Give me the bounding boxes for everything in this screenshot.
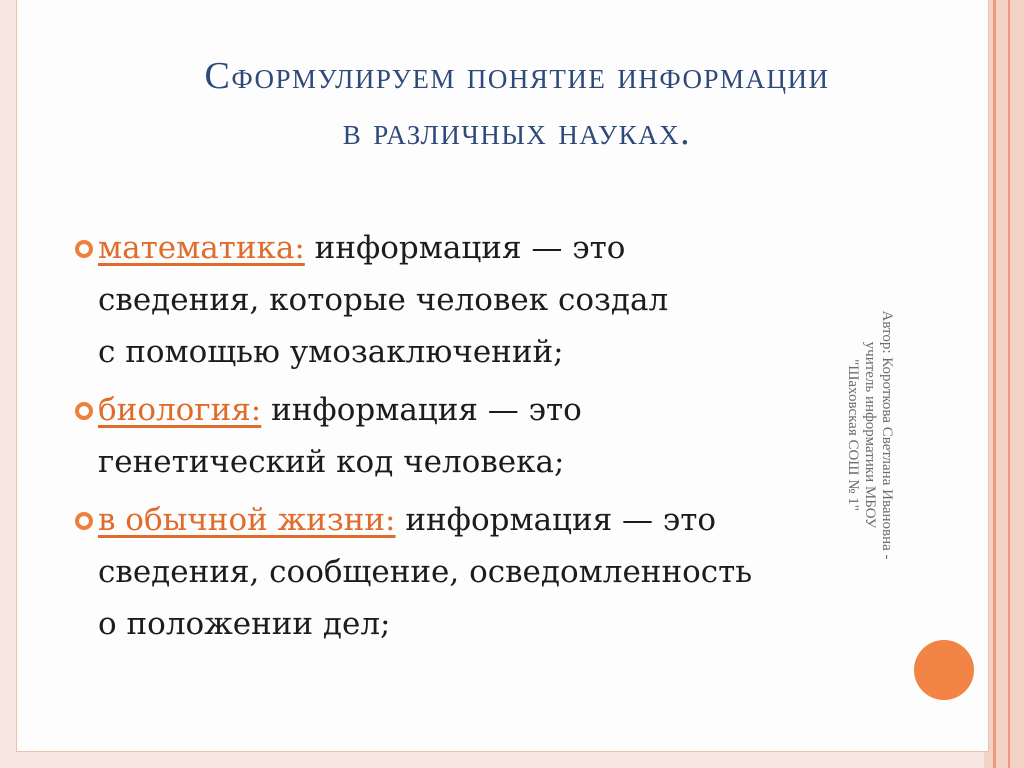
frame-right-line-inner — [1008, 0, 1010, 768]
bullet-text: информация — это — [314, 230, 626, 266]
bullet-term: математика: — [98, 230, 305, 266]
bullet-text: о положении дел; — [98, 606, 391, 642]
bullet-text: информация — это — [405, 502, 717, 538]
title-line-1: Сформулируем понятие информации — [204, 55, 830, 97]
frame-right-line — [993, 0, 996, 768]
frame-right-band — [984, 0, 1024, 768]
bullet-text: сведения, которые человек создал — [98, 282, 669, 318]
circle-bullet-icon — [75, 240, 93, 258]
circle-bullet-icon — [75, 402, 93, 420]
bullet-text: информация — это — [271, 392, 582, 428]
title-line-2: в различных науках. — [342, 111, 692, 153]
orange-circle-decoration — [914, 640, 974, 700]
author-note-line: Автор: Короткова Светлана Ивановна - — [879, 310, 895, 560]
bullet-term: биология: — [98, 392, 262, 428]
bullet-list — [17, 222, 977, 656]
bullet-text: сведения, сообщение, осведомленность — [98, 554, 753, 590]
author-note-line: учитель информатики МБОУ — [862, 341, 878, 529]
bullet-term: в обычной жизни: — [98, 502, 396, 538]
bullet-item-everyday-life — [17, 494, 977, 650]
bullet-text: генетический код человека; — [98, 444, 565, 480]
bullet-item-mathematics — [17, 222, 977, 378]
slide-title — [57, 48, 977, 160]
bullet-text: с помощью умозаключений; — [98, 334, 564, 370]
circle-bullet-icon — [75, 512, 93, 530]
bullet-item-biology — [17, 384, 977, 488]
author-note — [844, 270, 895, 600]
author-note-line: "Шаховская СОШ № 1" — [845, 359, 861, 511]
